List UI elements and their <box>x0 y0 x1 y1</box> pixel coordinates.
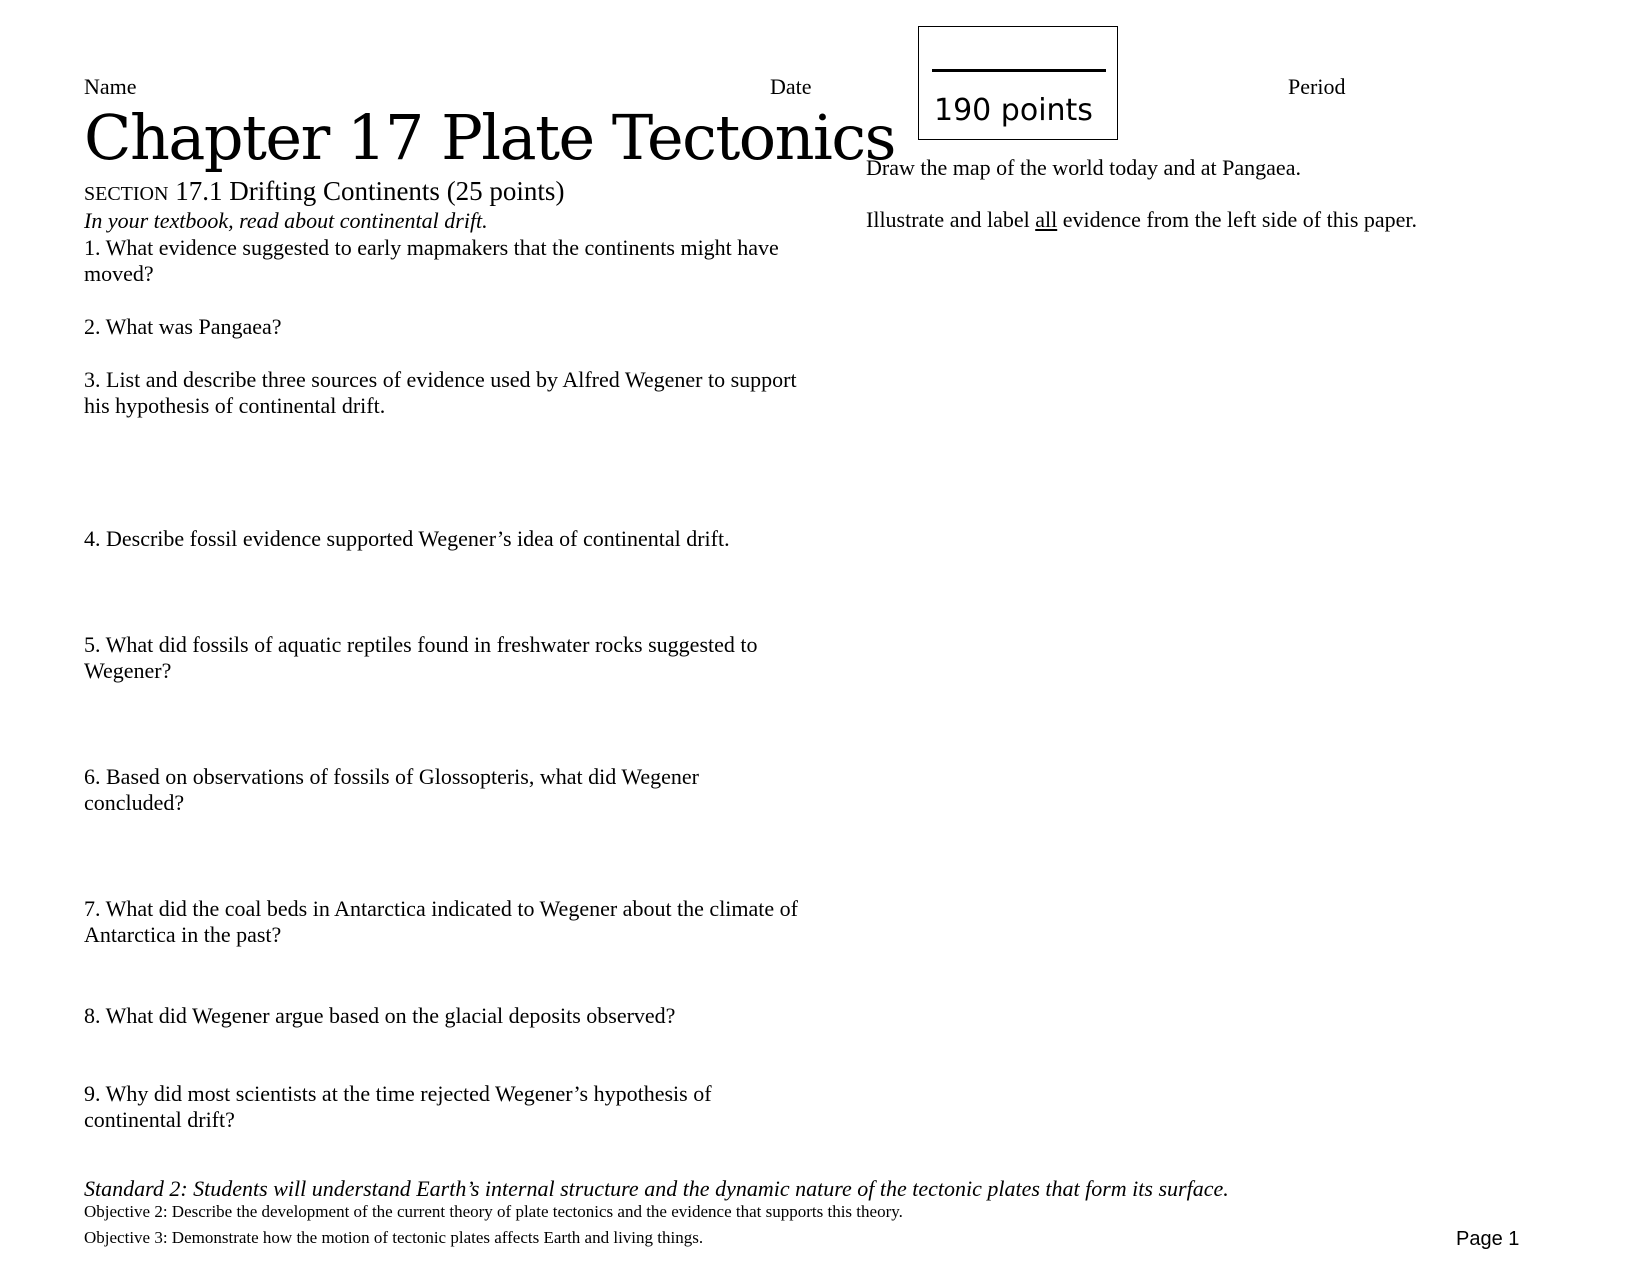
standard-statement: Standard 2: Students will understand Earth’s internal structure and the dynamic nature of the tectonic plates that form its surface. <box>84 1176 1229 1201</box>
period-label: Period <box>1288 74 1346 99</box>
objective-3: Objective 3: Demonstrate how the motion of tectonic plates affects Earth and living things. <box>84 1228 704 1247</box>
question-2: 2. What was Pangaea? <box>84 314 282 339</box>
illustrate-instruction-post: evidence from the left side of this paper. <box>1057 207 1418 232</box>
date-label: Date <box>770 74 812 99</box>
score-blank-line <box>932 69 1106 72</box>
objective-2: Objective 2: Describe the development of the current theory of plate tectonics and the evidence that supports this theory. <box>84 1202 903 1221</box>
map-instruction: Draw the map of the world today and at Pangaea. <box>866 155 1301 180</box>
page-number: Page 1 <box>1456 1228 1520 1250</box>
section-label: SECTION <box>84 183 169 205</box>
question-3: 3. List and describe three sources of evidence used by Alfred Wegener to support his hypothesis of continental drift. <box>84 367 797 418</box>
name-label: Name <box>84 74 137 99</box>
page-title: Chapter 17 Plate Tectonics <box>84 101 895 174</box>
question-1: 1. What evidence suggested to early mapmakers that the continents might have moved? <box>84 235 779 286</box>
question-7: 7. What did the coal beds in Antarctica indicated to Wegener about the climate of Antarctica in the past? <box>84 896 799 947</box>
reading-instruction: In your textbook, read about continental drift. <box>84 208 488 233</box>
illustrate-instruction <box>866 207 1417 233</box>
points-box <box>918 26 1118 140</box>
question-4: 4. Describe fossil evidence supported Wegener’s idea of continental drift. <box>84 526 730 551</box>
section-text: 17.1 Drifting Continents (25 points) <box>175 176 565 206</box>
section-heading <box>84 176 564 207</box>
illustrate-instruction-emphasis: all <box>1035 207 1058 232</box>
question-9: 9. Why did most scientists at the time rejected Wegener’s hypothesis of continental drift? <box>84 1081 712 1132</box>
question-6: 6. Based on observations of fossils of Glossopteris, what did Wegener concluded? <box>84 764 699 815</box>
question-5: 5. What did fossils of aquatic reptiles found in freshwater rocks suggested to Wegener? <box>84 632 758 683</box>
question-8: 8. What did Wegener argue based on the glacial deposits observed? <box>84 1003 676 1028</box>
illustrate-instruction-pre: Illustrate and label <box>866 207 1036 232</box>
points-total: 190 points <box>934 93 1093 128</box>
